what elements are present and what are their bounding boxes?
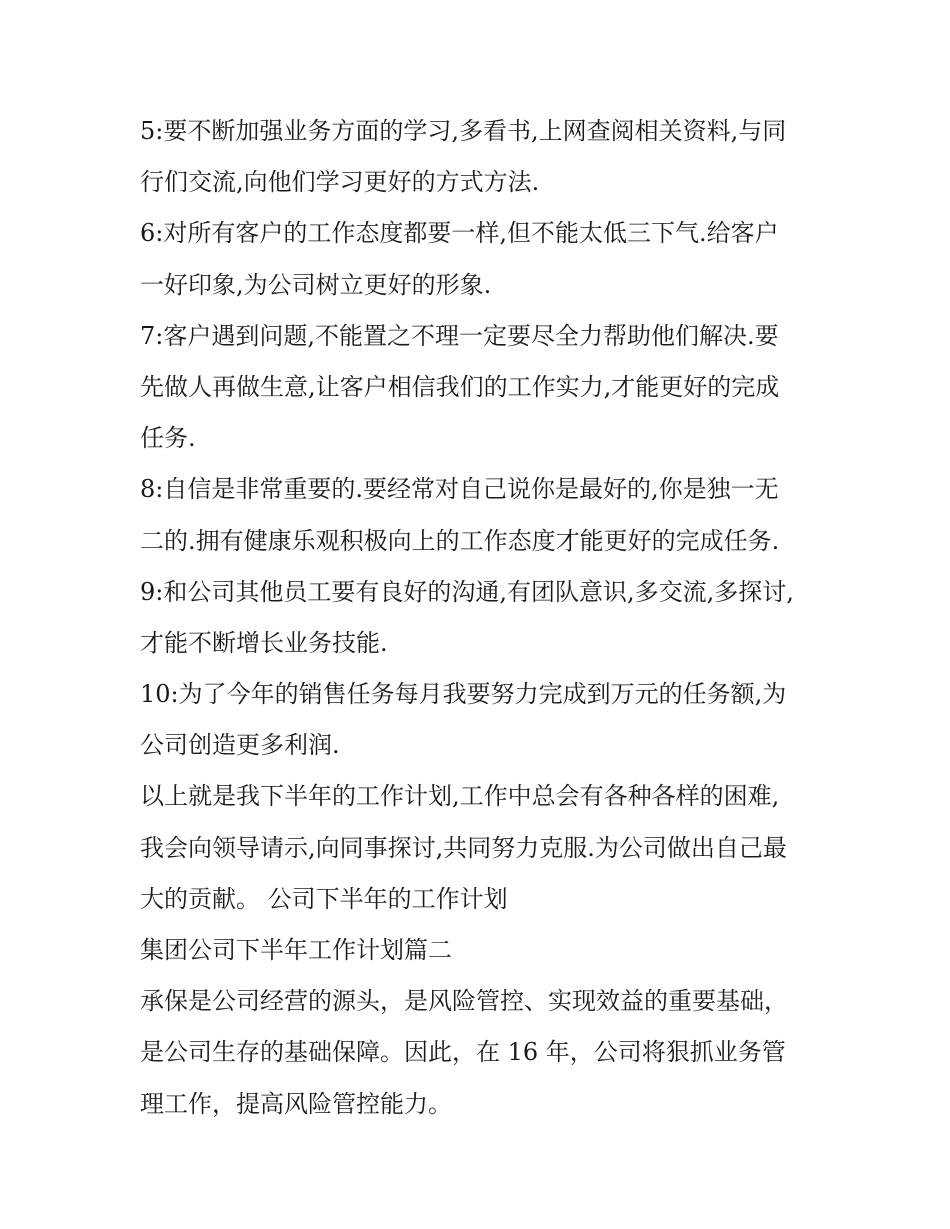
text-line: 先做人再做生意,让客户相信我们的工作实力,才能更好的完成 bbox=[140, 372, 780, 401]
text-line: 10:为了今年的销售任务每月我要努力完成到万元的任务额,为 bbox=[140, 680, 787, 709]
text-line: 是公司生存的基础保障。因此，在 16 年，公司将狠抓业务管 bbox=[140, 1038, 786, 1067]
text-line: 任务. bbox=[140, 424, 196, 453]
section-heading: 集团公司下半年工作计划篇二 bbox=[140, 936, 452, 964]
text-line: 以上就是我下半年的工作计划,工作中总会有各种各样的困难, bbox=[140, 782, 780, 811]
text-line: 9:和公司其他员工要有良好的沟通,有团队意识,多交流,多探讨, bbox=[140, 577, 794, 606]
text-line: 才能不断增长业务技能. bbox=[140, 628, 388, 657]
text-line: 7:客户遇到问题,不能置之不理一定要尽全力帮助他们解决.要 bbox=[140, 321, 779, 350]
text-line: 理工作，提高风险管控能力。 bbox=[140, 1089, 452, 1118]
text-line: 8:自信是非常重要的.要经常对自己说你是最好的,你是独一无 bbox=[140, 475, 779, 504]
text-line: 6:对所有客户的工作态度都要一样,但不能太低三下气.给客户 bbox=[140, 219, 779, 248]
text-line: 5:要不断加强业务方面的学习,多看书,上网查阅相关资料,与同 bbox=[140, 117, 787, 145]
document-body bbox=[140, 106, 820, 1130]
text-line: 公司创造更多利润. bbox=[140, 731, 340, 760]
text-line: 行们交流,向他们学习更好的方式方法. bbox=[140, 168, 540, 197]
text-line: 一好印象,为公司树立更好的形象. bbox=[140, 270, 492, 299]
text-line: 大的贡献。 公司下半年的工作计划 bbox=[140, 884, 508, 913]
text-line: 二的.拥有健康乐观积极向上的工作态度才能更好的完成任务. bbox=[140, 526, 780, 555]
text-line: 我会向领导请示,向同事探讨,共同努力克服.为公司做出自己最 bbox=[140, 833, 787, 862]
text-line: 承保是公司经营的源头，是风险管控、实现效益的重要基础， bbox=[140, 987, 788, 1016]
